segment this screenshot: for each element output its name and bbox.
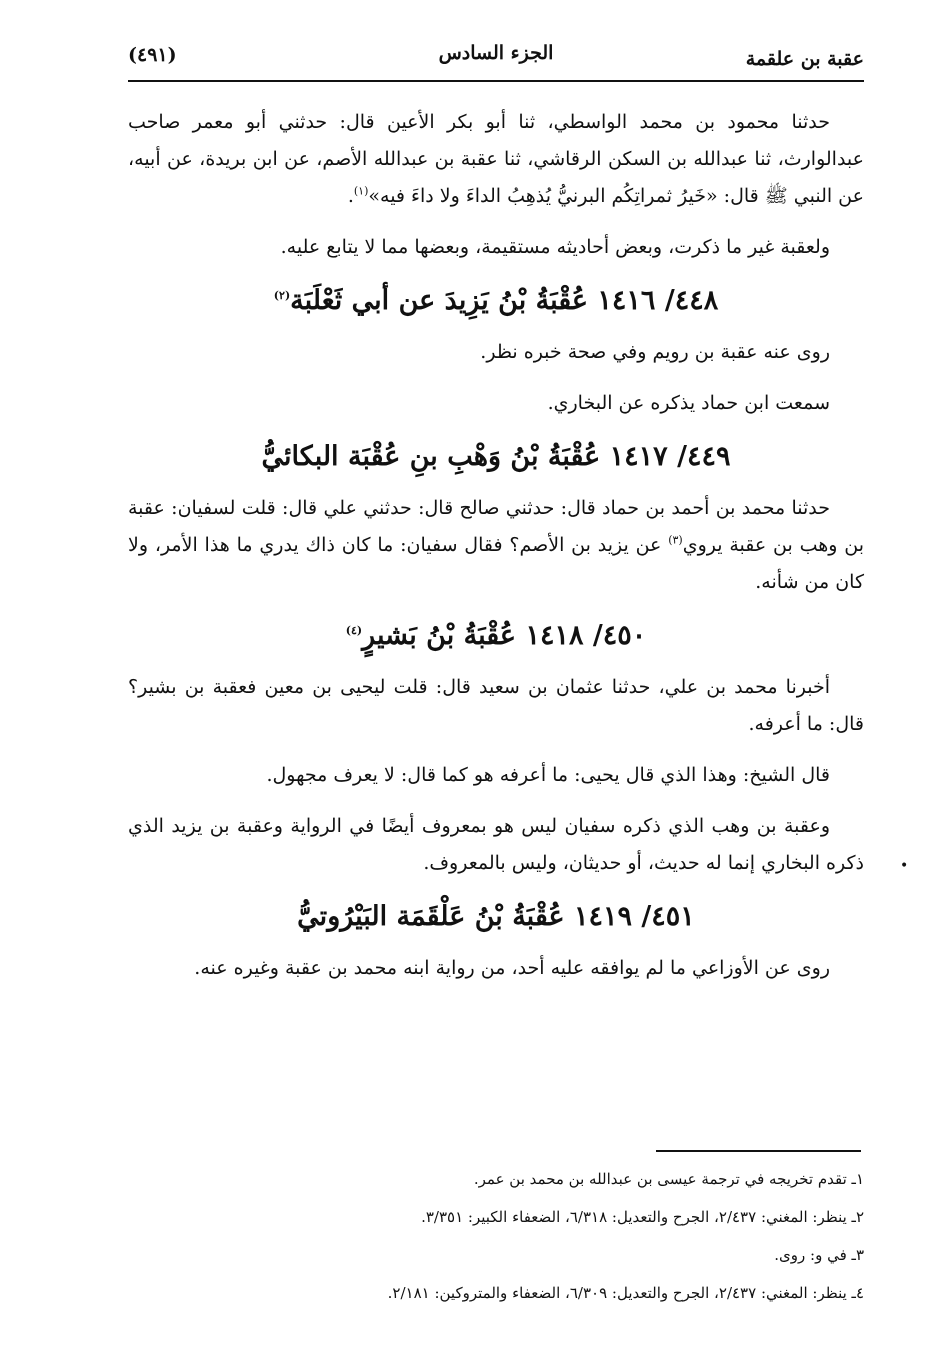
footnote-4: ٤ـ ينظر: المغني: ٢/٤٣٧، الجرح والتعديل: ٦/٣٠٩، الضعفاء والمتروكين: ٢/١٨١.: [387, 1284, 864, 1302]
footnotes: [128, 1160, 864, 1312]
paragraph-shaykh: قال الشيخ: وهذا الذي قال يحيى: ما أعرفه هو كما قال: لا يعرف مجهول.: [266, 764, 830, 786]
footnote-ref-1: (١): [353, 184, 369, 198]
entry-heading-449: ٤٤٩/ ١٤١٧ عُقْبَةُ بْنُ وَهْبِ بنِ عُقْبَة البكائيُّ: [261, 441, 731, 472]
paragraph-ibn-main: أخبرنا محمد بن علي، حدثنا عثمان بن سعيد قال: قلت ليحيى بن معين فعقبة بن بشير؟ قال: ما أعرفه.: [128, 676, 864, 735]
footnote-divider: [656, 1150, 861, 1152]
footnote-1: ١ـ تقدم تخريجه في ترجمة عيسى بن عبدالله بن محمد بن عمر.: [473, 1170, 864, 1188]
paragraph-comment: ولعقبة غير ما ذكرت، وبعض أحاديثه مستقيمة، وبعضها مما لا يتابع عليه.: [280, 236, 830, 258]
main-text: [128, 104, 864, 987]
entry-heading-450: ٤٥٠/ ١٤١٨ عُقْبَةُ بْنُ بَشيرٍ$^{(٤)}$: [345, 620, 647, 651]
footnote-ref-3: (٣): [668, 533, 683, 547]
paragraph-uqba-wahb: وعقبة بن وهب الذي ذكره سفيان ليس هو بمعروف أيضًا في الرواية وعقبة بن يزيد الذي ذكره البخاري إنما له حديث، أو حديثان، وليس بالمعروف.: [128, 815, 864, 874]
entry-heading-448: ٤٤٨/ ١٤١٦ عُقْبَةُ بْنُ يَزِيدَ عن أبي ثَعْلَبَة$^{(٢)}$: [273, 285, 719, 316]
scan-speck: •: [900, 858, 909, 874]
running-title: عقبة بن علقمة: [745, 48, 864, 70]
footnote-3: ٣ـ في و: روى.: [774, 1246, 864, 1264]
footnote-ref-2: (٢): [273, 289, 291, 302]
volume-title: الجزء السادس: [438, 42, 554, 64]
entry-heading-451: ٤٥١/ ١٤١٩ عُقْبَةُ بْنُ عَلْقَمَة البَيْرُوتيُّ: [297, 901, 695, 932]
footnote-2: ٢ـ ينظر: المغني: ٢/٤٣٧، الجرح والتعديل: ٦/٣١٨، الضعفاء الكبير: ٣/٣٥١.: [421, 1208, 864, 1226]
footnote-ref-4: (٤): [345, 624, 363, 637]
paragraph-bukhari: سمعت ابن حماد يذكره عن البخاري.: [547, 392, 830, 414]
paragraph-sufyan: حدثنا محمد بن أحمد بن حماد قال: حدثني صالح قال: حدثني علي قال: قلت لسفيان: عقبة بن وهب بن عقبة يروي$^{(٣)}$ عن يزيد بن الأصم؟ فقال سفيان: ما كان ذاك يدري ما هذا الأمر، ولا كان من شأنه.: [128, 497, 864, 593]
paragraph-awzai: روى عن الأوزاعي ما لم يوافقه عليه أحد، من رواية ابنه محمد بن عقبة وغيره عنه.: [194, 957, 830, 979]
paragraph-hadith: حدثنا محمود بن محمد الواسطي، ثنا أبو بكر الأعين قال: حدثني أبو معمر صاحب عبدالوارث، ثنا عبدالله بن السكن الرقاشي، ثنا عقبة بن عبدالله الأصم، عن ابن بريدة، عن أبيه، عن النبي ﷺ قال: «خَيرُ ثمراتِكُم البرنيُّ يُذهِبُ الداءَ ولا داءَ فيه»$^{(١)}$.: [128, 111, 864, 207]
page-number: (٤٩١): [128, 44, 177, 66]
page-header: [128, 40, 864, 82]
paragraph-narration: روى عنه عقبة بن رويم وفي صحة خبره نظر.: [480, 341, 830, 363]
